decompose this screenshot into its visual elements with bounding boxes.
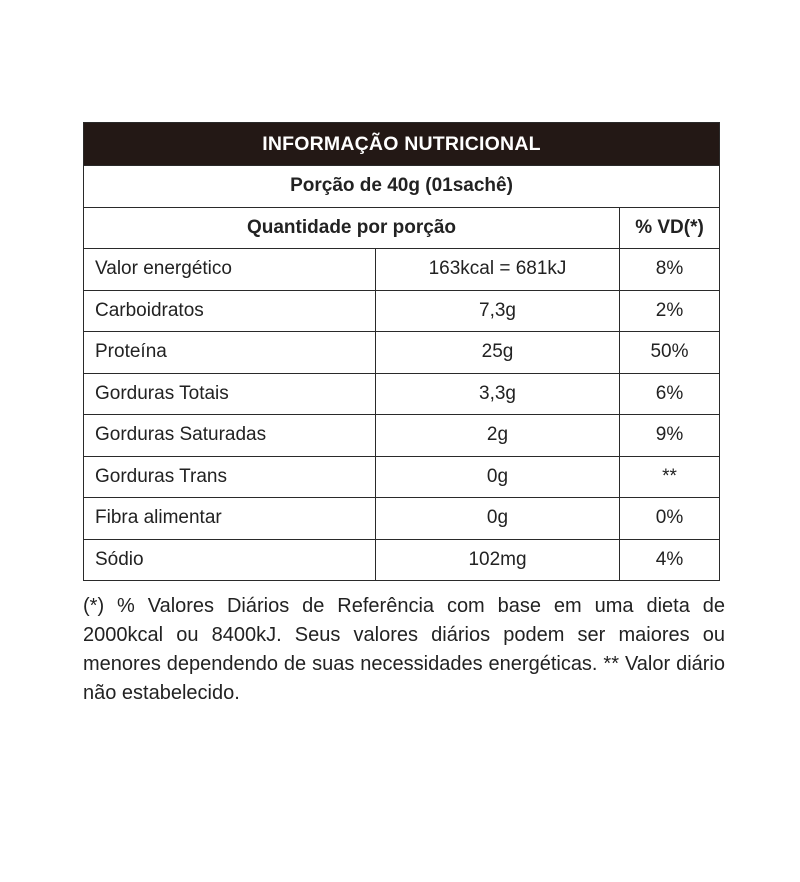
nutrient-quantity: 0g (376, 456, 620, 498)
nutrient-quantity: 2g (376, 415, 620, 457)
nutrient-quantity: 7,3g (376, 290, 620, 332)
footnote-text: (*) % Valores Diários de Referência com base em uma dieta de 2000kcal ou 8400kJ. Seus valores diários podem ser maiores ou menores dependendo de suas necessidades energéticas. ** Valor diário não estabelecido. (83, 595, 725, 704)
nutrient-vd: 2% (620, 290, 720, 332)
table-row (84, 539, 720, 581)
nutrient-name: Gorduras Saturadas (84, 415, 376, 457)
table-row (84, 332, 720, 374)
nutrient-vd: 8% (620, 249, 720, 291)
nutrient-name: Valor energético (84, 249, 376, 291)
table-row (84, 290, 720, 332)
nutrient-vd: 4% (620, 539, 720, 581)
table-row (84, 498, 720, 540)
nutrient-name: Sódio (84, 539, 376, 581)
nutrient-vd: 6% (620, 373, 720, 415)
nutrient-name: Gorduras Totais (84, 373, 376, 415)
vd-header: % VD(*) (620, 207, 720, 249)
nutrition-label (83, 122, 719, 581)
nutrient-vd: 50% (620, 332, 720, 374)
nutrition-table (83, 122, 720, 581)
nutrient-quantity: 102mg (376, 539, 620, 581)
nutrient-name: Fibra alimentar (84, 498, 376, 540)
quantity-header: Quantidade por porção (84, 207, 620, 249)
nutrient-quantity: 25g (376, 332, 620, 374)
nutrient-quantity: 0g (376, 498, 620, 540)
title-row (84, 123, 720, 166)
nutrient-name: Carboidratos (84, 290, 376, 332)
header-row (84, 207, 720, 249)
nutrient-quantity: 163kcal = 681kJ (376, 249, 620, 291)
nutrient-name: Proteína (84, 332, 376, 374)
portion-size: Porção de 40g (01sachê) (84, 166, 720, 208)
nutrient-vd: 9% (620, 415, 720, 457)
table-title: INFORMAÇÃO NUTRICIONAL (84, 123, 720, 166)
portion-row (84, 166, 720, 208)
nutrient-vd: 0% (620, 498, 720, 540)
nutrient-quantity: 3,3g (376, 373, 620, 415)
table-row (84, 373, 720, 415)
table-row (84, 456, 720, 498)
table-row (84, 415, 720, 457)
nutrient-vd: ** (620, 456, 720, 498)
table-row (84, 249, 720, 291)
nutrient-name: Gorduras Trans (84, 456, 376, 498)
